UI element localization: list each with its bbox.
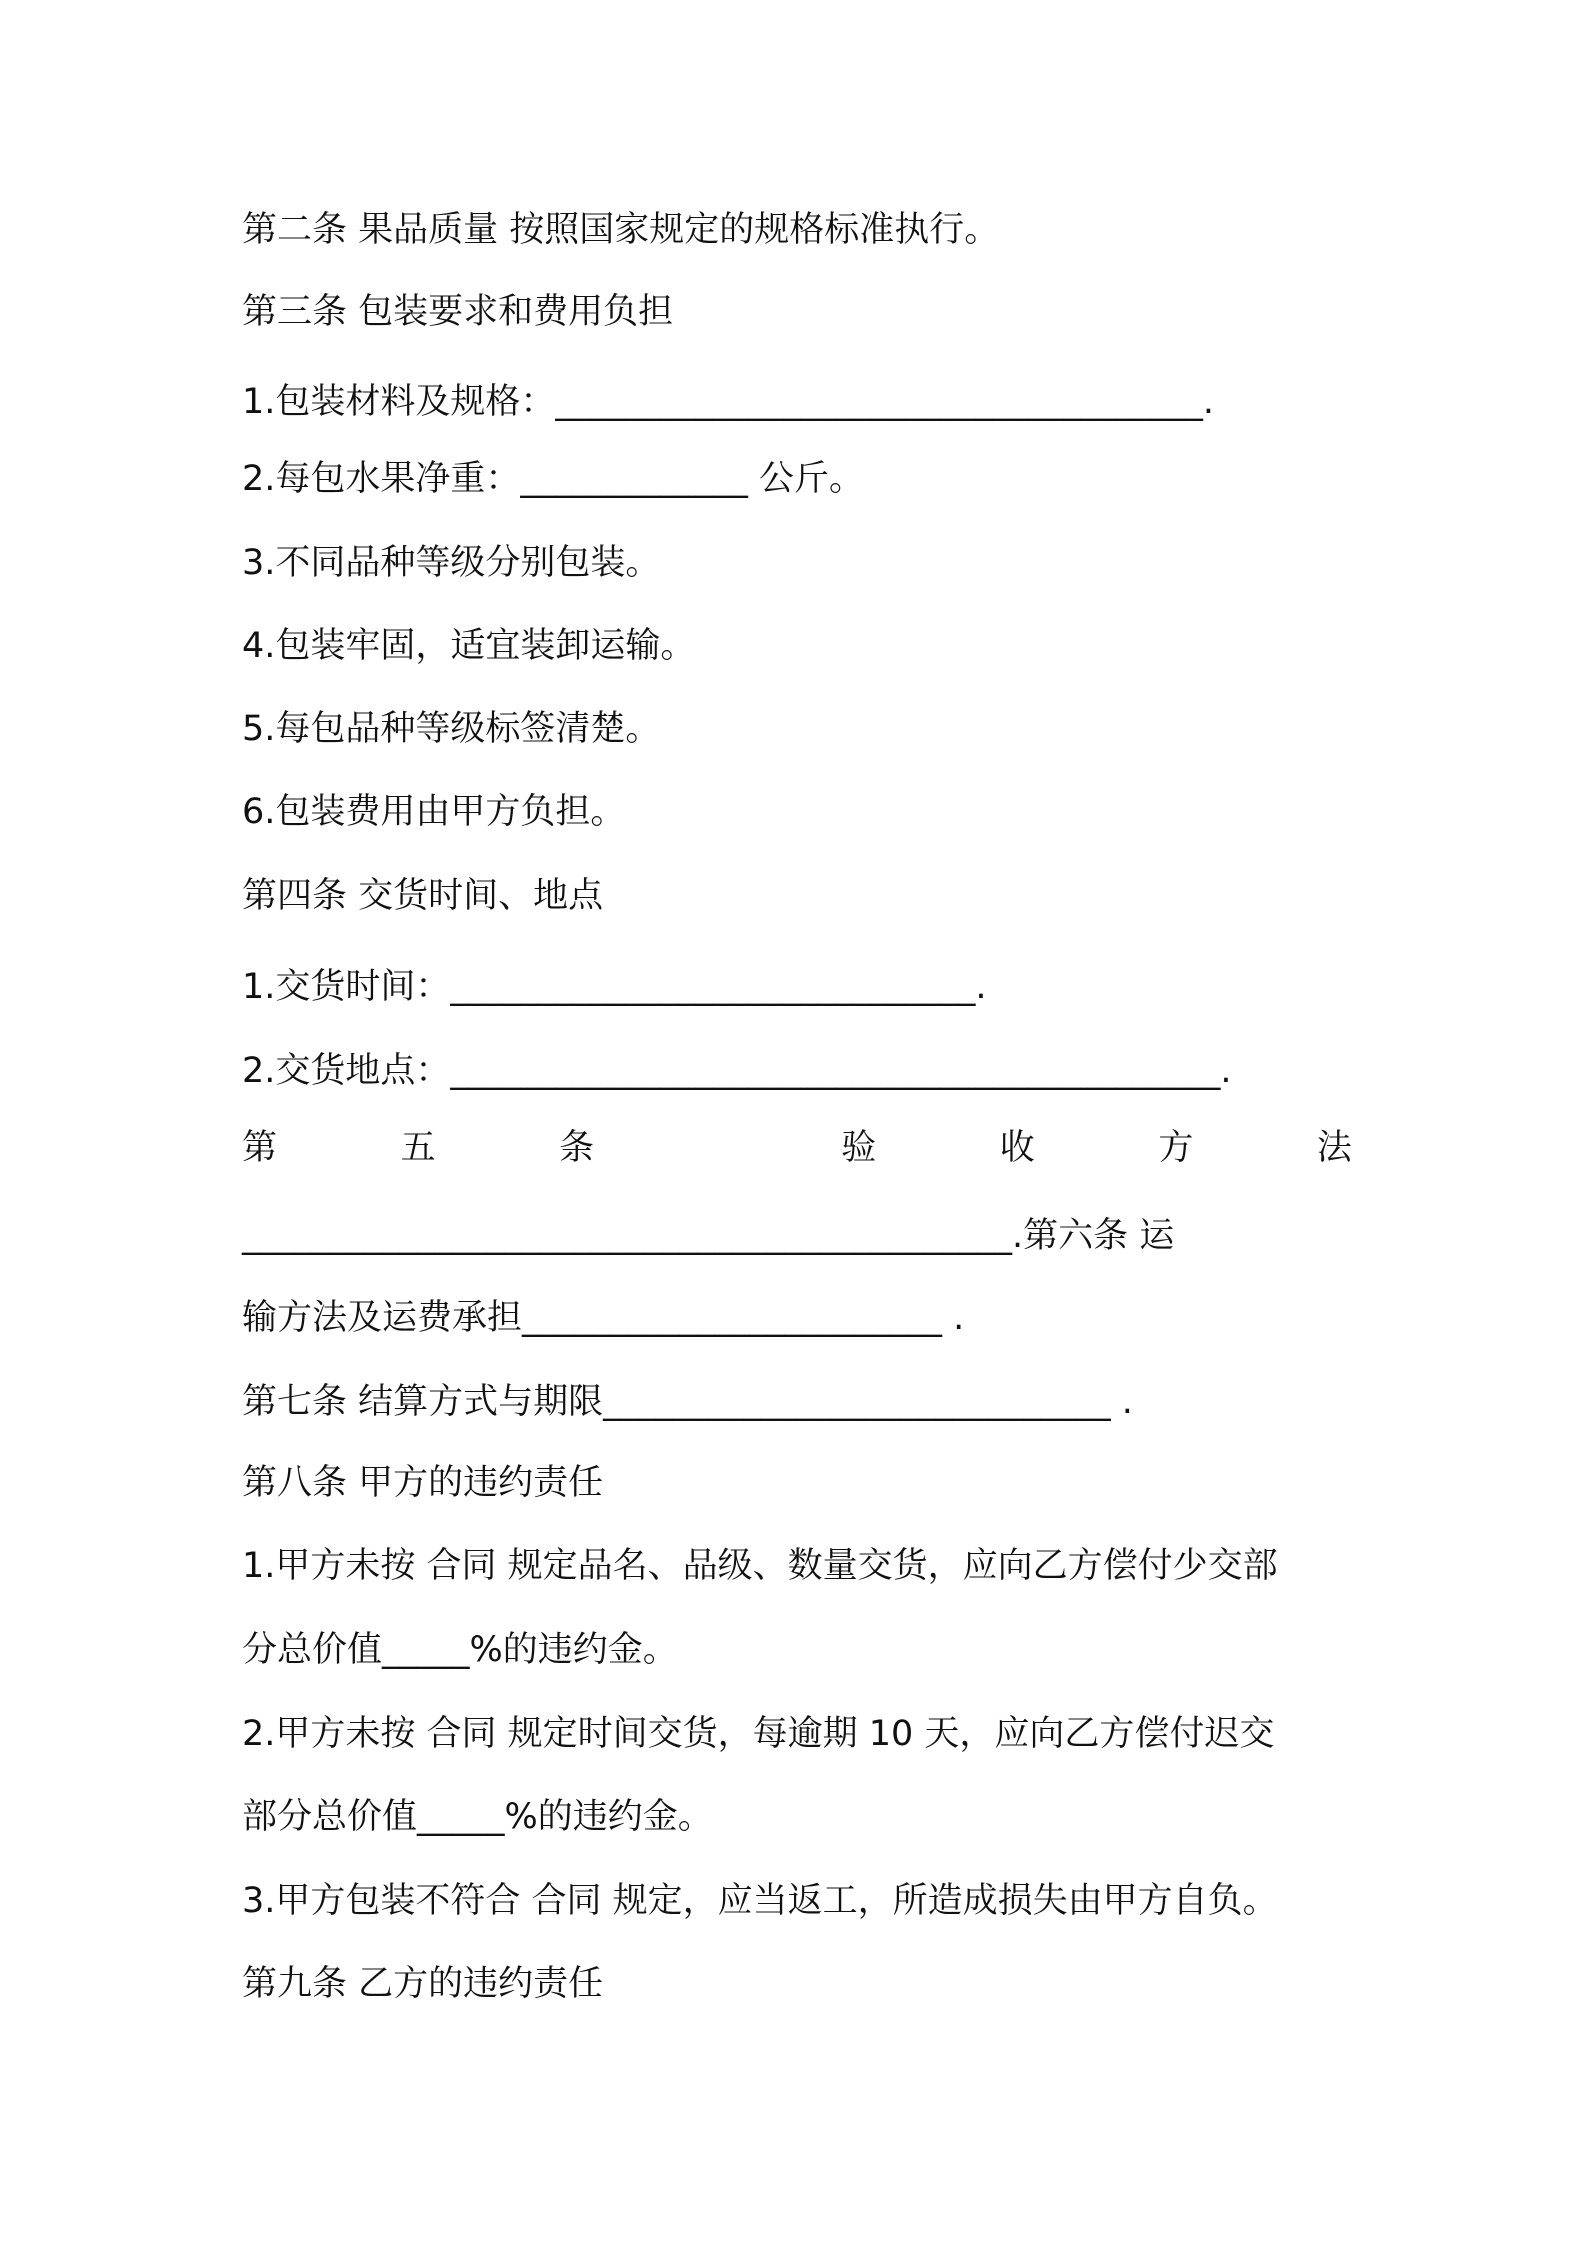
packaging-item-4: 4.包装牢固，适宜装卸运输。 — [242, 626, 696, 666]
party-a-liability-3: 3.甲方包装不符合 合同 规定，应当返工，所造成损失由甲方自负。 — [242, 1881, 1278, 1921]
packaging-item-6: 6.包装费用由甲方负担。 — [242, 792, 626, 832]
article-6-continued: 输方法及运费承担________________________ . — [242, 1298, 965, 1338]
party-a-liability-1-continued: 分总价值_____%的违约金。 — [242, 1630, 678, 1670]
delivery-place-line: 2.交货地点：____________________________________________. — [242, 1051, 1232, 1091]
party-a-liability-2-continued: 部分总价值_____%的违约金。 — [242, 1797, 713, 1837]
article-8-heading: 第八条 甲方的违约责任 — [242, 1463, 604, 1503]
delivery-time-line: 1.交货时间：______________________________. — [242, 967, 987, 1007]
article-5-blank-article-6-start: ____________________________________________.第六条 运 — [242, 1216, 1175, 1256]
spread-char: 条 — [559, 1128, 595, 1168]
spread-char: 方 — [1158, 1128, 1194, 1168]
article-5-heading — [242, 1124, 1352, 1172]
party-a-liability-2: 2.甲方未按 合同 规定时间交货，每逾期 10 天，应向乙方偿付迟交 — [242, 1714, 1275, 1754]
article-7-settlement: 第七条 结算方式与期限_____________________________ . — [242, 1382, 1133, 1422]
spread-char: 验 — [841, 1128, 877, 1168]
article-2-quality: 第二条 果品质量 按照国家规定的规格标准执行。 — [242, 210, 1000, 250]
net-weight-line: 2.每包水果净重：_____________ 公斤。 — [242, 459, 865, 499]
spread-char: 第 — [242, 1128, 278, 1168]
packaging-item-5: 5.每包品种等级标签清楚。 — [242, 709, 661, 749]
packaging-material-line: 1.包装材料及规格：_____________________________________. — [242, 382, 1215, 422]
spread-char: 五 — [400, 1128, 436, 1168]
article-4-heading: 第四条 交货时间、地点 — [242, 876, 604, 916]
packaging-item-3: 3.不同品种等级分别包装。 — [242, 543, 661, 583]
spread-char: 收 — [999, 1128, 1035, 1168]
spread-char: 法 — [1316, 1128, 1352, 1168]
article-3-heading: 第三条 包装要求和费用负担 — [242, 292, 674, 332]
article-9-heading: 第九条 乙方的违约责任 — [242, 1964, 604, 2004]
party-a-liability-1: 1.甲方未按 合同 规定品名、品级、数量交货，应向乙方偿付少交部 — [242, 1546, 1278, 1586]
